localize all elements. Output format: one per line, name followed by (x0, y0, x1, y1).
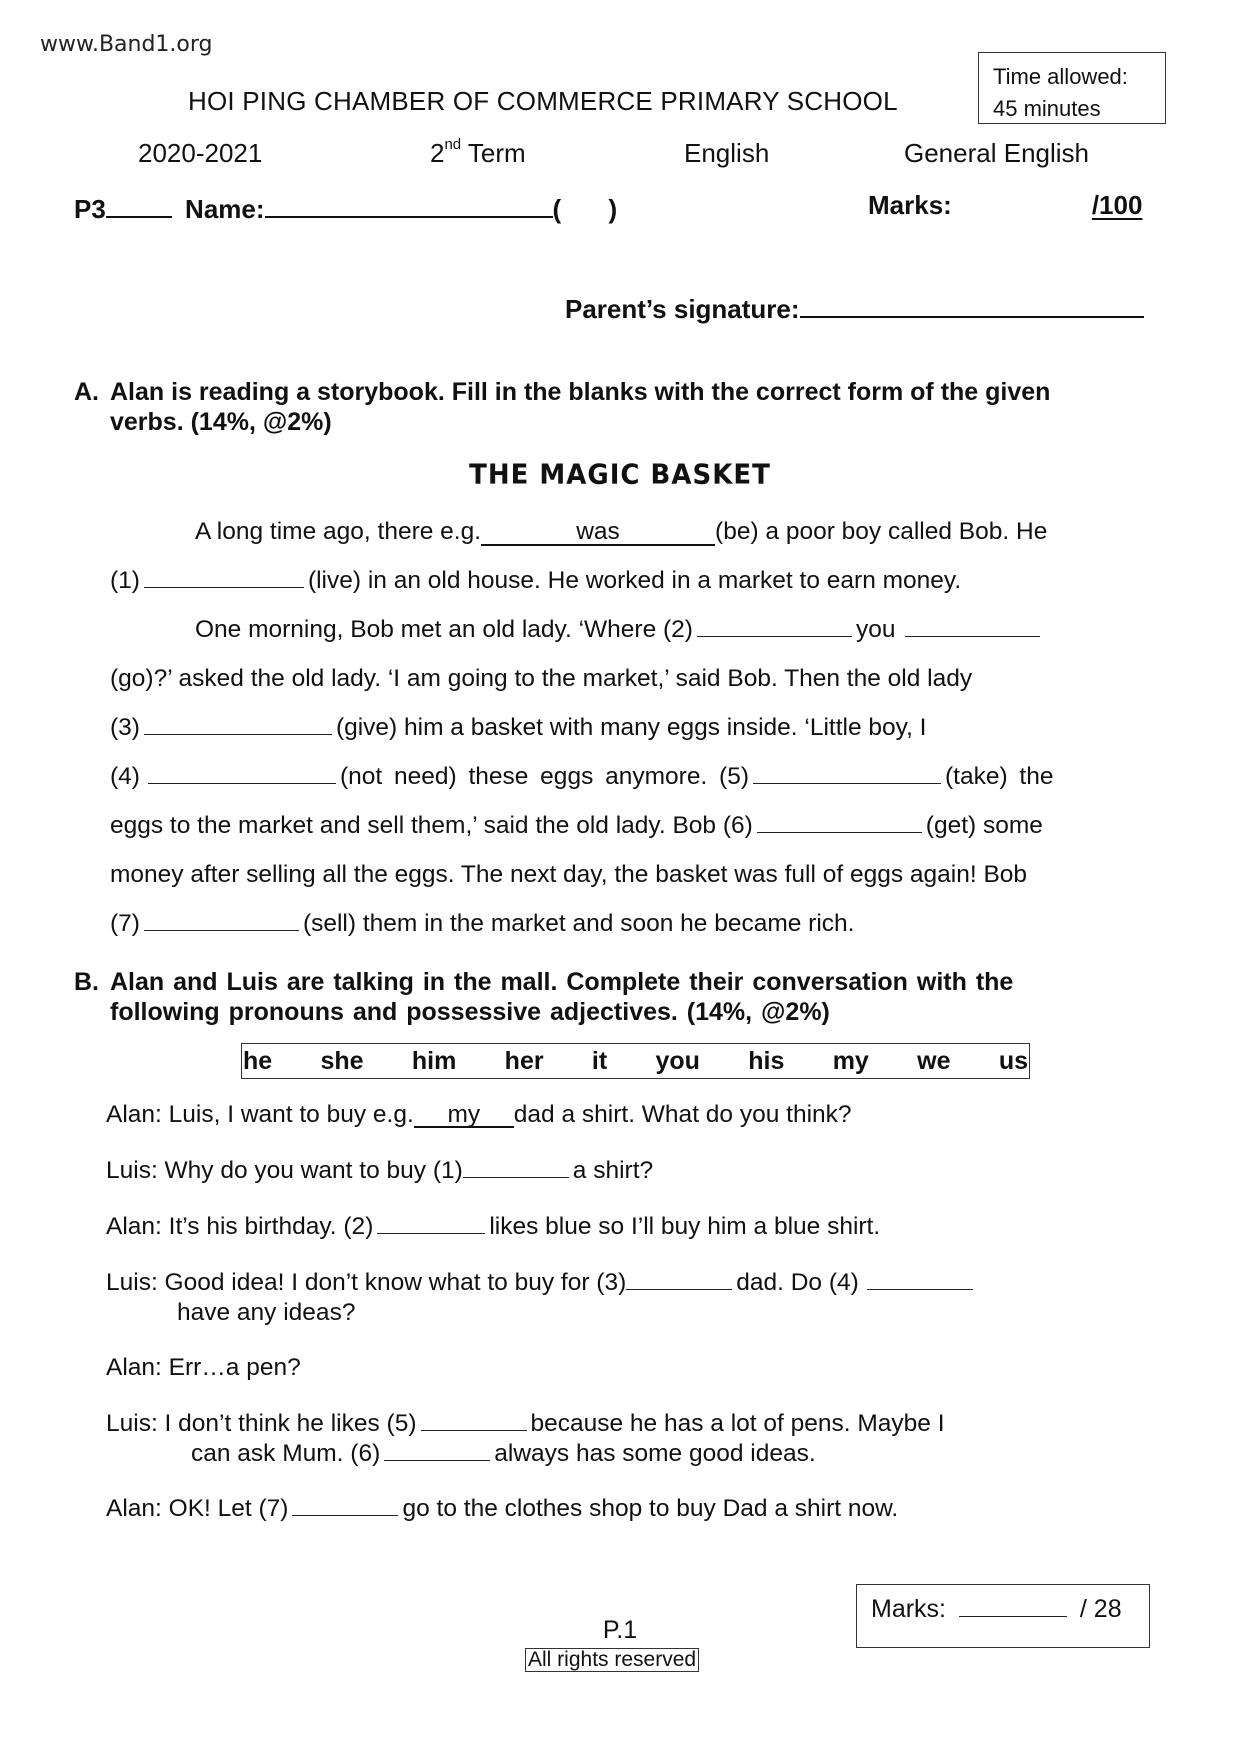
subject: English (684, 138, 770, 168)
blank-a2-first[interactable] (697, 616, 852, 637)
section-b-instruction (110, 967, 1013, 1027)
story-line-1 (110, 507, 1170, 556)
word-bank-item: him (411, 1046, 457, 1075)
copyright-notice: All rights reserved (525, 1648, 699, 1672)
word-bank-item: he (243, 1046, 273, 1075)
question-number: (3) (110, 714, 140, 741)
term-word: Term (467, 138, 526, 168)
word-bank-item: his (748, 1046, 785, 1075)
story-text: (take) the (945, 763, 1054, 790)
story-text: (not need) these eggs anymore. (5) (339, 763, 749, 790)
blank-a1[interactable] (144, 567, 304, 588)
word-bank-item: her (504, 1046, 544, 1075)
story-text: (get) some (925, 812, 1043, 839)
dialog-text: Alan: OK! Let (7) (106, 1495, 289, 1522)
question-number: (7) (110, 910, 140, 937)
dialog-text: go to the clothes shop to buy Dad a shirt now. (402, 1495, 899, 1522)
story-line-3 (110, 605, 1170, 654)
total-marks (868, 190, 1142, 221)
time-allowed-box (978, 52, 1166, 124)
blank-b5[interactable] (421, 1410, 527, 1431)
dialog-line-pen: Alan: Err…a pen? (106, 1354, 301, 1381)
story-text: One morning, Bob met an old lady. ‘Where (2) (195, 616, 693, 643)
dialog-line-example (106, 1100, 852, 1130)
word-bank-item: you (655, 1046, 700, 1075)
class-number-paren-open: ( (552, 194, 562, 224)
story-text: A long time ago, there e.g. (195, 518, 482, 545)
dialog-text: always has some good ideas. (494, 1440, 816, 1467)
class-field[interactable] (106, 190, 172, 218)
section-b-instruction-line1: Alan and Luis are talking in the mall. Complete their conversation with the (110, 968, 1014, 996)
student-info-row (74, 190, 617, 225)
time-allowed-label: Time allowed: (993, 64, 1128, 89)
class-number-paren-close: ) (608, 194, 618, 224)
word-bank-item: she (320, 1046, 364, 1075)
blank-a2-second[interactable] (905, 616, 1040, 637)
question-number: (4) (110, 763, 140, 790)
section-marks-total: / 28 (1079, 1595, 1122, 1623)
word-bank (241, 1043, 1030, 1079)
parent-signature-field[interactable] (800, 290, 1144, 318)
dialog-text: Alan: Luis, I want to buy e.g. (106, 1101, 414, 1128)
dialog-text: a shirt? (572, 1157, 654, 1184)
name-field[interactable] (265, 190, 553, 218)
dialog-line-2 (106, 1212, 880, 1242)
story-text: you (855, 616, 896, 643)
question-number: (1) (110, 567, 140, 594)
word-bank-item: we (917, 1046, 951, 1075)
story-title: THE MAGIC BASKET (469, 459, 771, 491)
story-line-2 (110, 556, 1170, 605)
example-answer: was (481, 520, 715, 546)
term-number: 2 (430, 138, 445, 168)
word-bank-item: us (998, 1046, 1028, 1075)
school-year: 2020-2021 (138, 138, 263, 168)
term-ordinal: nd (444, 136, 462, 153)
paper-name: General English (904, 138, 1089, 168)
section-a-letter: A. (74, 378, 99, 406)
section-marks-label: Marks: (871, 1595, 946, 1623)
parent-signature (565, 290, 1144, 325)
story-line-7 (110, 801, 1170, 850)
example-answer: my (414, 1104, 514, 1128)
story-line-4: (go)?’ asked the old lady. ‘I am going to the market,’ said Bob. Then the old lady (110, 665, 973, 692)
parent-signature-label: Parent’s signature: (565, 294, 800, 324)
story-line-8: money after selling all the eggs. The next day, the basket was full of eggs again! Bob (110, 861, 1028, 888)
story-text: (live) in an old house. He worked in a market to earn money. (307, 567, 962, 594)
time-allowed-value: 45 minutes (993, 96, 1101, 121)
dialog-line-1 (106, 1156, 653, 1186)
dialog-text: dad. Do (4) (736, 1269, 859, 1296)
dialog-text: can ask Mum. (6) (191, 1440, 381, 1467)
marks-field[interactable] (952, 190, 1143, 220)
name-label: Name: (185, 194, 265, 224)
blank-b3[interactable] (626, 1269, 732, 1290)
marks-total: /100 (1091, 190, 1143, 220)
section-a-instruction (110, 377, 1050, 437)
story-line-5 (110, 703, 1170, 752)
section-b-letter: B. (74, 968, 99, 996)
dialog-line-5-6 (106, 1409, 945, 1469)
section-a-instruction-line1: Alan is reading a storybook. Fill in the blanks with the correct form of the given (110, 378, 1051, 406)
word-bank-item: my (832, 1046, 869, 1075)
story-line-6 (110, 752, 1170, 801)
story-text: (give) him a basket with many eggs inside. ‘Little boy, I (335, 714, 927, 741)
story-text: eggs to the market and sell them,’ said the old lady. Bob (6) (110, 812, 753, 839)
dialog-continuation: have any ideas? (177, 1299, 356, 1326)
dialog-text: Alan: It’s his birthday. (2) (106, 1213, 374, 1240)
blank-b6[interactable] (384, 1440, 490, 1461)
story-passage (110, 507, 1170, 948)
site-watermark: www.Band1.org (40, 32, 213, 57)
dialog-text: Luis: I don’t think he likes (5) (106, 1410, 417, 1437)
blank-a3[interactable] (144, 714, 332, 735)
term (430, 138, 526, 169)
blank-b1[interactable] (463, 1157, 569, 1178)
dialog-text: Luis: Good idea! I don’t know what to buy for (3) (106, 1269, 627, 1296)
marks-label: Marks: (868, 190, 952, 220)
blank-b7[interactable] (292, 1495, 398, 1516)
section-b-instruction-line2: following pronouns and possessive adjectives. (14%, @2%) (110, 998, 830, 1026)
school-name: HOI PING CHAMBER OF COMMERCE PRIMARY SCHOOL (188, 86, 898, 116)
word-bank-item: it (591, 1046, 608, 1075)
section-a-instruction-line2: verbs. (14%, @2%) (110, 408, 332, 436)
blank-a6[interactable] (757, 812, 922, 833)
blank-b2[interactable] (377, 1213, 485, 1234)
story-text: (be) a poor boy called Bob. He (715, 518, 1048, 545)
dialog-text: Luis: Why do you want to buy (1) (106, 1157, 463, 1184)
blank-a7[interactable] (144, 910, 299, 931)
blank-a5[interactable] (753, 763, 941, 784)
class-label: P3 (74, 194, 106, 224)
dialog-line-7 (106, 1494, 898, 1524)
blank-b4[interactable] (867, 1269, 973, 1290)
dialog-text: because he has a lot of pens. Maybe I (530, 1410, 945, 1437)
dialog-line-3-4 (106, 1268, 977, 1328)
page-number: P.1 (602, 1616, 638, 1644)
story-text: (sell) them in the market and soon he became rich. (302, 910, 855, 937)
dialog-text: likes blue so I’ll buy him a blue shirt. (489, 1213, 881, 1240)
story-line-9 (110, 899, 1170, 948)
section-marks-field[interactable] (959, 1596, 1067, 1617)
blank-a4[interactable] (148, 763, 336, 784)
dialog-text: dad a shirt. What do you think? (513, 1101, 852, 1128)
